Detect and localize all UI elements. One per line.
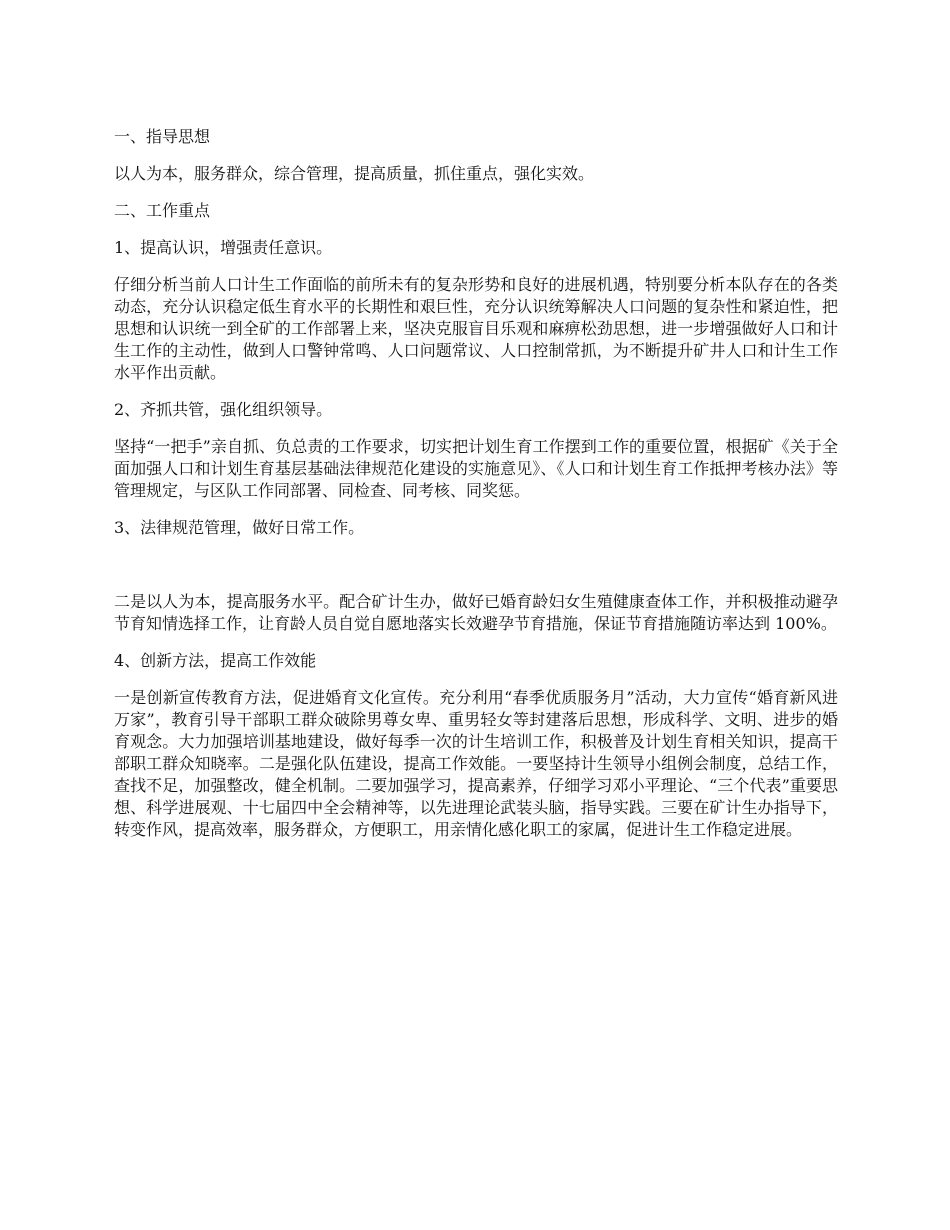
heading-guiding-ideology: 一、指导思想 — [114, 127, 211, 146]
subheading-4: 4、创新方法，提高工作效能 — [114, 651, 317, 670]
subheading-3: 3、法律规范管理，做好日常工作。 — [114, 518, 365, 537]
heading-work-focus: 二、工作重点 — [114, 201, 211, 220]
paragraph-1: 仔细分析当前人口计生工作面临的前所未有的复杂形势和良好的进展机遇，特别要分析本队存在的各类动态，充分认识稳定低生育水平的长期性和艰巨性，充分认识统筹解决人口问题的复杂性和紧迫性，把思想和认识统一到全矿的工作部署上来，坚决克服盲目乐观和麻痹松劲思想，进一步增强做好人口和计生工作的主动性，做到人口警钟常鸣、人口问题常议、人口控制常抓，为不断提升矿井人口和计生工作水平作出贡献。 — [114, 275, 838, 382]
paragraph-3: 二是以人为本，提高服务水平。配合矿计生办，做好已婚育龄妇女生殖健康查体工作，并积极推动避孕节育知情选择工作，让育龄人员自觉自愿地落实长效避孕节育措施，保证节育措施随访率达到 100%。 — [114, 592, 838, 633]
paragraph-guiding-ideology: 以人为本，服务群众，综合管理，提高质量，抓住重点，强化实效。 — [114, 164, 595, 183]
subheading-2: 2、齐抓共管，强化组织领导。 — [114, 400, 333, 419]
subheading-1: 1、提高认识，增强责任意识。 — [114, 238, 333, 257]
paragraph-4: 一是创新宣传教育方法，促进婚育文化宣传。充分利用“春季优质服务月”活动，大力宣传“婚育新风进万家”，教育引导干部职工群众破除男尊女卑、重男轻女等封建落后思想，形成科学、文明、进步的婚育观念。大力加强培训基地建设，做好每季一次的计生培训工作，积极普及计划生育相关知识，提高干部职工群众知晓率。二是强化队伍建设，提高工作效能。一要坚持计生领导小组例会制度，总结工作，查找不足，加强整改，健全机制。二要加强学习，提高素养，仔细学习邓小平理论、“三个代表”重要思想、科学进展观、十七届四中全会精神等，以先进理论武装头脑，指导实践。三要在矿计生办指导下，转变作风，提高效率，服务群众，方便职工，用亲情化感化职工的家属，促进计生工作稳定进展。 — [114, 688, 838, 839]
document-body — [114, 126, 838, 841]
paragraph-2: 坚持“一把手”亲自抓、负总责的工作要求，切实把计划生育工作摆到工作的重要位置，根据矿《关于全面加强人口和计划生育基层基础法律规范化建设的实施意见》、《人口和计划生育工作抵押考核办法》等管理规定，与区队工作同部署、同检查、同考核、同奖惩。 — [114, 437, 838, 500]
